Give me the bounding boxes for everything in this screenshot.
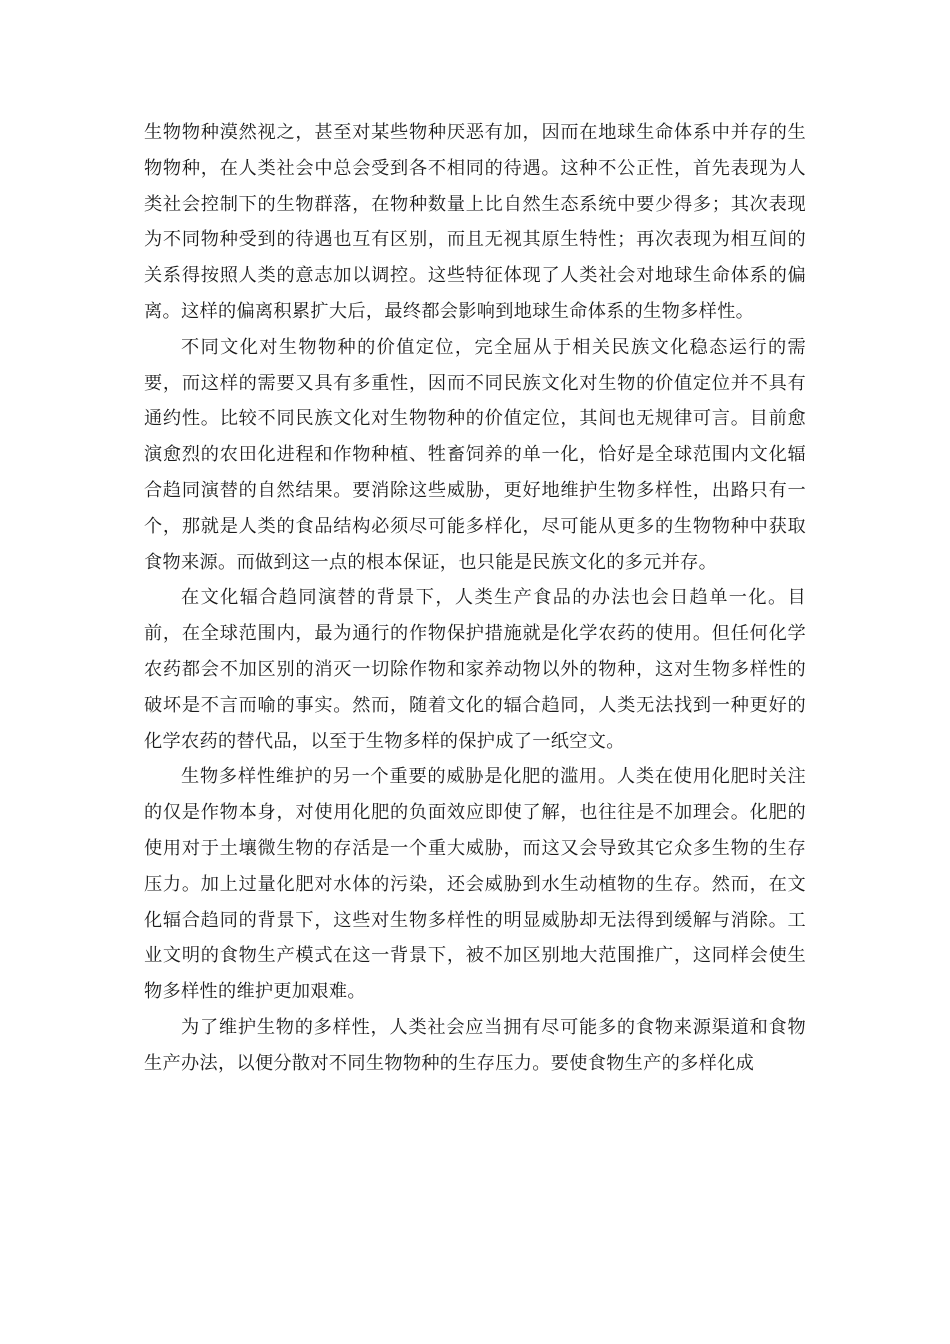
body-text	[144, 115, 806, 1082]
paragraph-5: 为了维护生物的多样性，人类社会应当拥有尽可能多的食物来源渠道和食物生产办法，以便分散对不同生物物种的生存压力。要使食物生产的多样化成	[144, 1016, 806, 1074]
paragraph-4: 生物多样性维护的另一个重要的威胁是化肥的滥用。人类在使用化肥时关注的仅是作物本身，对使用化肥的负面效应即使了解，也往往是不加理会。化肥的使用对于土壤微生物的存活是一个重大威胁，而这又会导致其它众多生物的生存压力。加上过量化肥对水体的污染，还会威胁到水生动植物的生存。然而，在文化辐合趋同的背景下，这些对生物多样性的明显威胁却无法得到缓解与消除。工业文明的食物生产模式在这一背景下，被不加区别地大范围推广，这同样会使生物多样性的维护更加艰难。	[144, 766, 806, 1003]
paragraph-2: 不同文化对生物物种的价值定位，完全屈从于相关民族文化稳态运行的需要，而这样的需要又具有多重性，因而不同民族文化对生物的价值定位并不具有通约性。比较不同民族文化对生物物种的价值定位，其间也无规律可言。目前愈演愈烈的农田化进程和作物种植、牲畜饲养的单一化，恰好是全球范围内文化辐合趋同演替的自然结果。要消除这些威胁，更好地维护生物多样性，出路只有一个，那就是人类的食品结构必须尽可能多样化，尽可能从更多的生物物种中获取食物来源。而做到这一点的根本保证，也只能是民族文化的多元并存。	[144, 336, 806, 573]
paragraph-3: 在文化辐合趋同演替的背景下，人类生产食品的办法也会日趋单一化。目前，在全球范围内，最为通行的作物保护措施就是化学农药的使用。但任何化学农药都会不加区别的消灭一切除作物和家养动物以外的物种，这对生物多样性的破坏是不言而喻的事实。然而，随着文化的辐合趋同，人类无法找到一种更好的化学农药的替代品，以至于生物多样的保护成了一纸空文。	[144, 587, 806, 752]
paragraph-1: 生物物种漠然视之，甚至对某些物种厌恶有加，因而在地球生命体系中并存的生物物种，在人类社会中总会受到各不相同的待遇。这种不公正性，首先表现为人类社会控制下的生物群落，在物种数量上比自然生态系统中要少得多；其次表现为不同物种受到的待遇也互有区别，而且无视其原生特性；再次表现为相互间的关系得按照人类的意志加以调控。这些特征体现了人类社会对地球生命体系的偏离。这样的偏离积累扩大后，最终都会影响到地球生命体系的生物多样性。	[144, 122, 806, 322]
